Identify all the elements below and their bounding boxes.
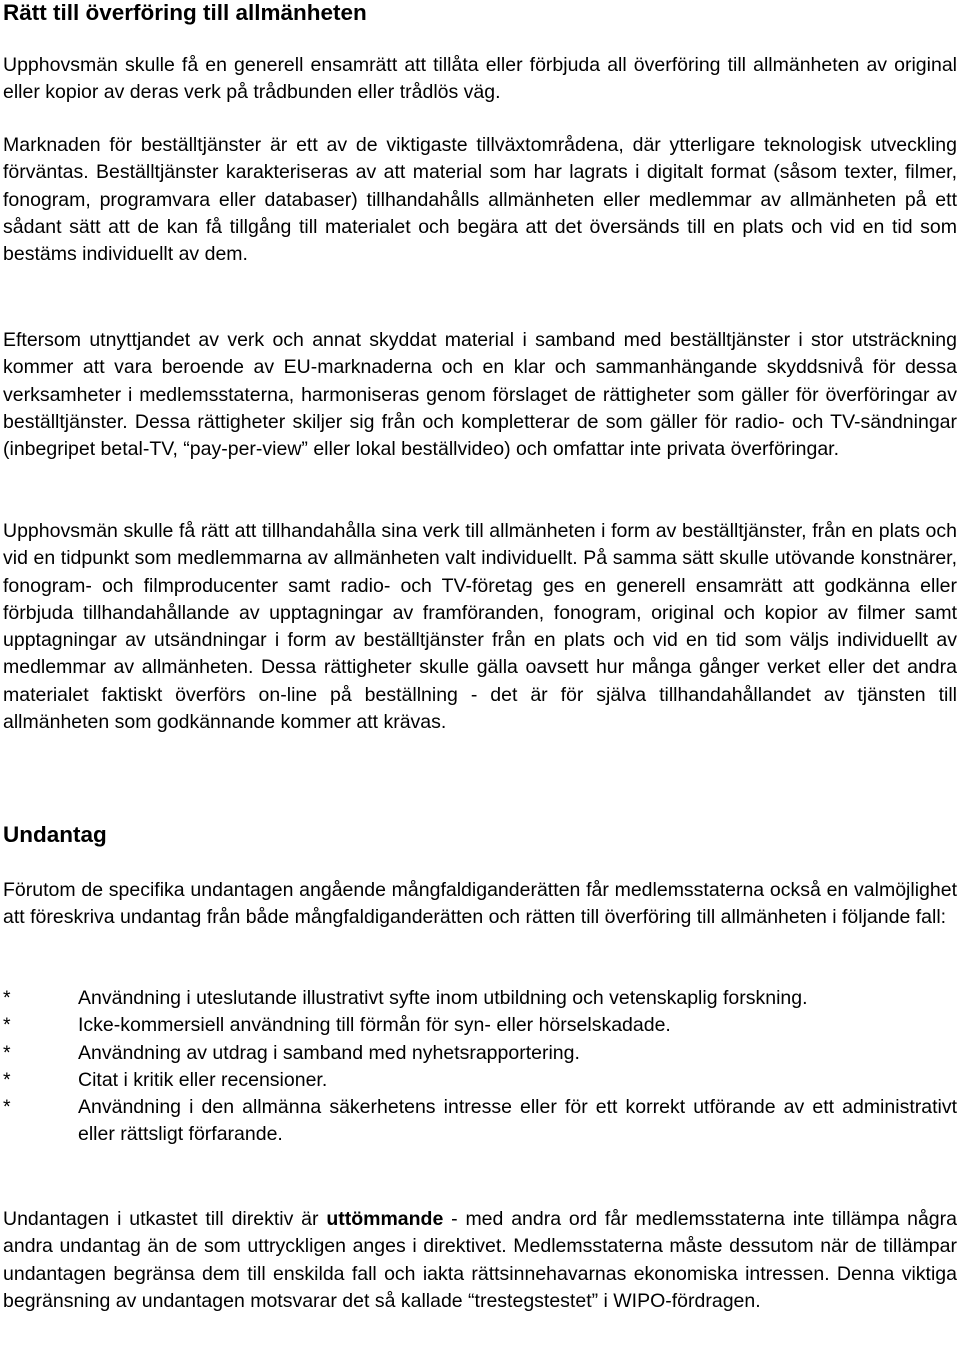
bullet-marker: * (3, 987, 11, 1009)
list-item (3, 1094, 957, 1149)
closing-text-start: Undantagen i utkastet till direktiv är (3, 1208, 327, 1230)
closing-bold-term: uttömmande (326, 1208, 444, 1230)
bullet-marker: * (3, 1041, 11, 1064)
closing-paragraph (3, 1206, 957, 1315)
bullet-marker: * (3, 1068, 11, 1091)
section-heading: Rätt till överföring till allmänheten (3, 0, 367, 25)
exceptions-intro: Förutom de specifika undantagen angående mångfaldiganderätten får medlemsstaterna också en valmöjlighet att föreskriva undantag från både mångfaldiganderätten och rätten till överföring till allmänheten i följande fall: (3, 879, 957, 929)
list-item-text: Användning i uteslutande illustrativt syfte inom utbildning och vetenskaplig forskning. (78, 987, 808, 1009)
list-item-text: Icke-kommersiell användning till förmån för syn- eller hörselskadade. (78, 1014, 671, 1037)
list-item (3, 1012, 957, 1039)
list-item (3, 1040, 957, 1067)
subheading-undantag: Undantag (3, 822, 107, 847)
list-item (3, 985, 957, 1012)
closing-text-end: - med andra ord får medlemsstaterna inte tillämpa några andra undantag än de som uttryckligen anges i direktivet. Medlemsstaterna måste dessutom när de tillämpar undantagen begränsa dem till enskilda fall och iakta rättsinnehavarnas ekonomiska intressen. Denna viktiga begränsning av undantagen motsvarar det så kallade “trestegstestet” i WIPO-fördragen. (3, 1208, 957, 1312)
list-item-text: Citat i kritik eller recensioner. (78, 1068, 328, 1091)
list-item-text: Användning i den allmänna säkerhetens intresse eller för ett korrekt utförande av ett administrativt eller rättsligt förfarande. (78, 1096, 957, 1146)
paragraph-2: Marknaden för beställtjänster är ett av de viktigaste tillväxtområdena, där ytterligare teknologisk utveckling förväntas. Beställtjänster karakteriseras av att material som har lagrats i digitalt format (såsom texter, filmer, fonogram, programvara eller databaser) tillhandahålls allmänheten eller medlemmar av allmänheten på ett sådant sätt att de kan få tillgång till materialet och begära att det översänds till en plats och vid en tid som bestäms individuellt av dem. (3, 134, 957, 266)
bullet-marker: * (3, 1014, 11, 1037)
exceptions-list (3, 985, 957, 1149)
paragraph-1: Upphovsmän skulle få en generell ensamrätt att tillåta eller förbjuda all överföring till allmänheten av original eller kopior av deras verk på trådbunden eller trådlös väg. (3, 54, 957, 104)
bullet-marker: * (3, 1096, 11, 1119)
paragraph-4: Upphovsmän skulle få rätt att tillhandahålla sina verk till allmänheten i form av beställtjänster, från en plats och vid en tidpunkt som medlemmarna av allmänheten valt individuellt. På samma sätt skulle utövande konstnärer, fonogram- och filmproducenter samt radio- och TV-företag ges en generell ensamrätt att godkänna eller förbjuda tillhandahållande av upptagningar av framföranden, fonogram, original och kopior av filmer samt upptagningar av utsändningar i form av beställtjänster från en plats och vid en tid som väljs individuellt av medlemmar av allmänheten. Dessa rättigheter skulle gälla oavsett hur många gånger verket eller det andra materialet faktiskt överförs on-line på beställning - det är för själva tillhandahållandet av tjänsten till allmänheten som godkännande kommer att krävas. (3, 520, 957, 734)
list-item-text: Användning av utdrag i samband med nyhetsrapportering. (78, 1041, 580, 1064)
paragraph-3: Eftersom utnyttjandet av verk och annat skyddat material i samband med beställtjänster i stor utsträckning kommer att vara beroende av EU-marknaderna och en klar och sammanhängande skyddsnivå för dessa verksamheter i medlemsstaterna, harmoniseras genom förslaget de rättigheter som gäller för överföringar av beställtjänster. Dessa rättigheter skiljer sig från och kompletterar de som gäller för radio- och TV-sändningar (inbegripet betal-TV, “pay-per-view” eller lokal beställvideo) och omfattar inte privata överföringar. (3, 329, 957, 461)
list-item (3, 1067, 957, 1094)
